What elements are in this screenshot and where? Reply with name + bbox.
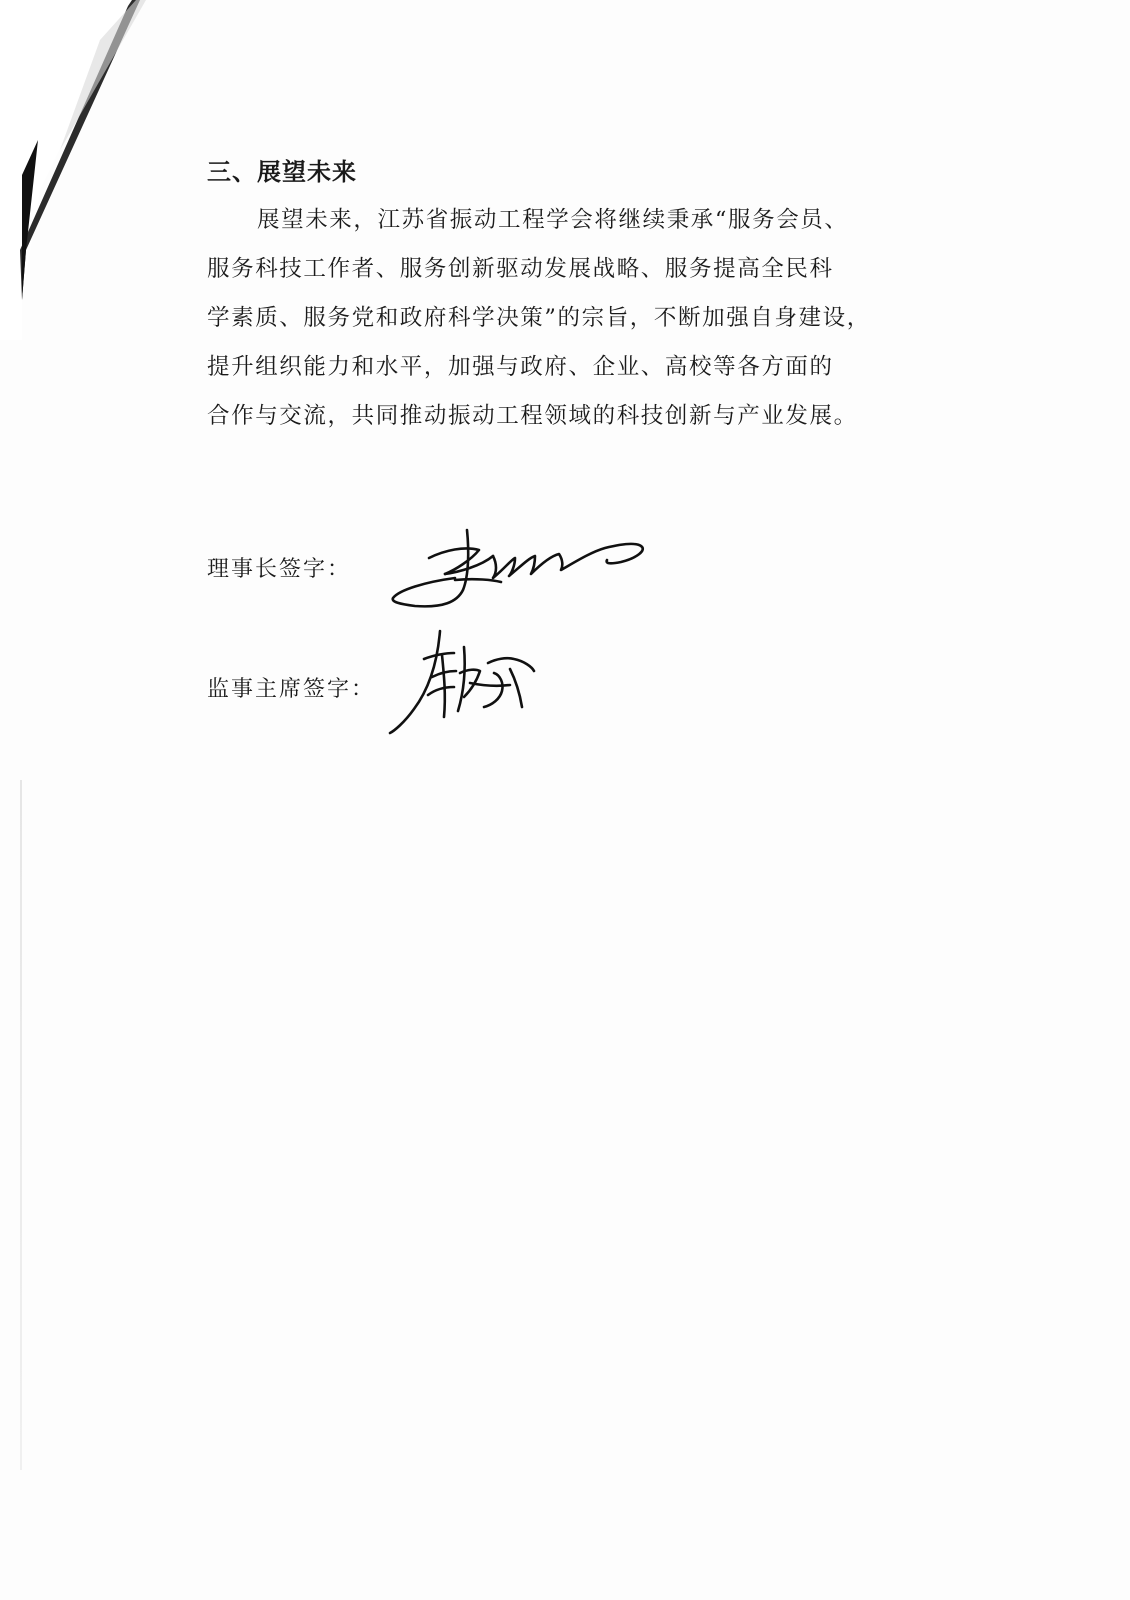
paragraph-line: 服务科技工作者、服务创新驱动发展战略、服务提高全民科 [207, 256, 834, 282]
paragraph-line: 提升组织能力和水平，加强与政府、企业、高校等各方面的 [207, 354, 834, 380]
scan-edge-line [20, 780, 22, 1470]
chairman-signature-row [207, 552, 351, 583]
chairman-signature-label: 理事长签字： [207, 557, 352, 582]
supervisor-signature-row [207, 672, 375, 703]
paragraph-line: 展望未来，江苏省振动工程学会将继续秉承“服务会员、 [257, 207, 849, 233]
scan-edge-artifact [0, 0, 160, 340]
paragraph-line: 合作与交流，共同推动振动工程领域的科技创新与产业发展。 [207, 403, 858, 429]
chairman-signature [385, 520, 655, 615]
supervisor-signature-label: 监事主席签字： [207, 677, 376, 702]
paragraph-line: 学素质、服务党和政府科学决策”的宗旨，不断加强自身建设， [207, 305, 871, 331]
supervisor-signature [384, 625, 544, 740]
paragraph [207, 196, 937, 441]
section-heading: 三、展望未来 [207, 158, 357, 186]
